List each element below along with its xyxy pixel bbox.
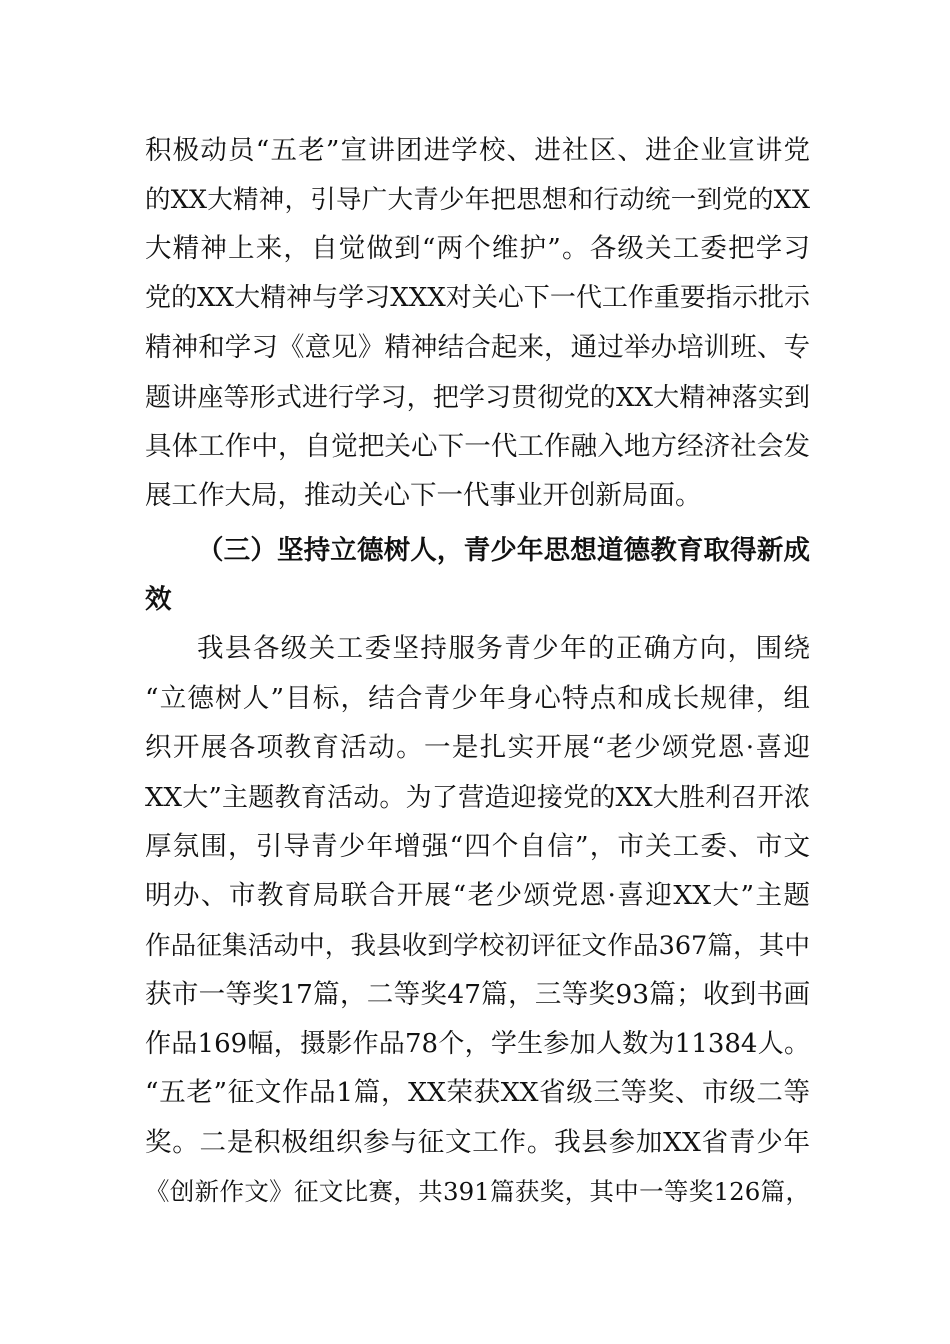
- paragraph-line: “五老”征文作品1篇，XX荣获XX省级三等奖、市级二等: [145, 1077, 810, 1108]
- paragraph-line: 《创新作文》征文比赛，共391篇获奖，其中一等奖126篇，: [145, 1177, 810, 1206]
- paragraph-line: 明办、市教育局联合开展“老少颂党恩·喜迎XX大”主题: [145, 880, 810, 911]
- paragraph-line: 展工作大局，推动关心下一代事业开创新局面。: [145, 480, 702, 511]
- paragraph-line: 积极动员“五老”宣讲团进学校、进社区、进企业宣讲党: [145, 135, 810, 166]
- paragraph-line: 奖。二是积极组织参与征文工作。我县参加XX省青少年: [145, 1127, 810, 1158]
- paragraph-line: 具体工作中，自觉把关心下一代工作融入地方经济社会发: [145, 431, 810, 462]
- paragraph-line: 获市一等奖17篇，二等奖47篇，三等奖93篇；收到书画: [145, 979, 810, 1010]
- paragraph-line: 我县各级关工委坚持服务青少年的正确方向，围绕: [197, 633, 810, 664]
- paragraph-line: 的XX大精神，引导广大青少年把思想和行动统一到党的XX: [145, 185, 810, 215]
- section-heading-line: 效: [145, 584, 172, 615]
- paragraph-line: “立德树人”目标，结合青少年身心特点和成长规律，组: [145, 683, 810, 714]
- section-heading-line: （三）坚持立德树人，青少年思想道德教育取得新成: [197, 535, 810, 566]
- paragraph-line: 作品169幅，摄影作品78个，学生参加人数为11384人。: [145, 1029, 810, 1059]
- paragraph-line: 大精神上来，自觉做到“两个维护”。各级关工委把学习: [145, 233, 810, 264]
- paragraph-line: 厚氛围，引导青少年增强“四个自信”，市关工委、市文: [145, 831, 810, 862]
- paragraph-line: 织开展各项教育活动。一是扎实开展“老少颂党恩·喜迎: [145, 732, 810, 763]
- paragraph-line: 党的XX大精神与学习XXX对关心下一代工作重要指示批示: [145, 283, 810, 313]
- paragraph-line: 题讲座等形式进行学习，把学习贯彻党的XX大精神落实到: [145, 383, 810, 413]
- paragraph-line: 作品征集活动中，我县收到学校初评征文作品367篇，其中: [145, 931, 810, 961]
- paragraph-line: 精神和学习《意见》精神结合起来，通过举办培训班、专: [145, 332, 810, 363]
- paragraph-line: XX大”主题教育活动。为了营造迎接党的XX大胜利召开浓: [145, 783, 810, 813]
